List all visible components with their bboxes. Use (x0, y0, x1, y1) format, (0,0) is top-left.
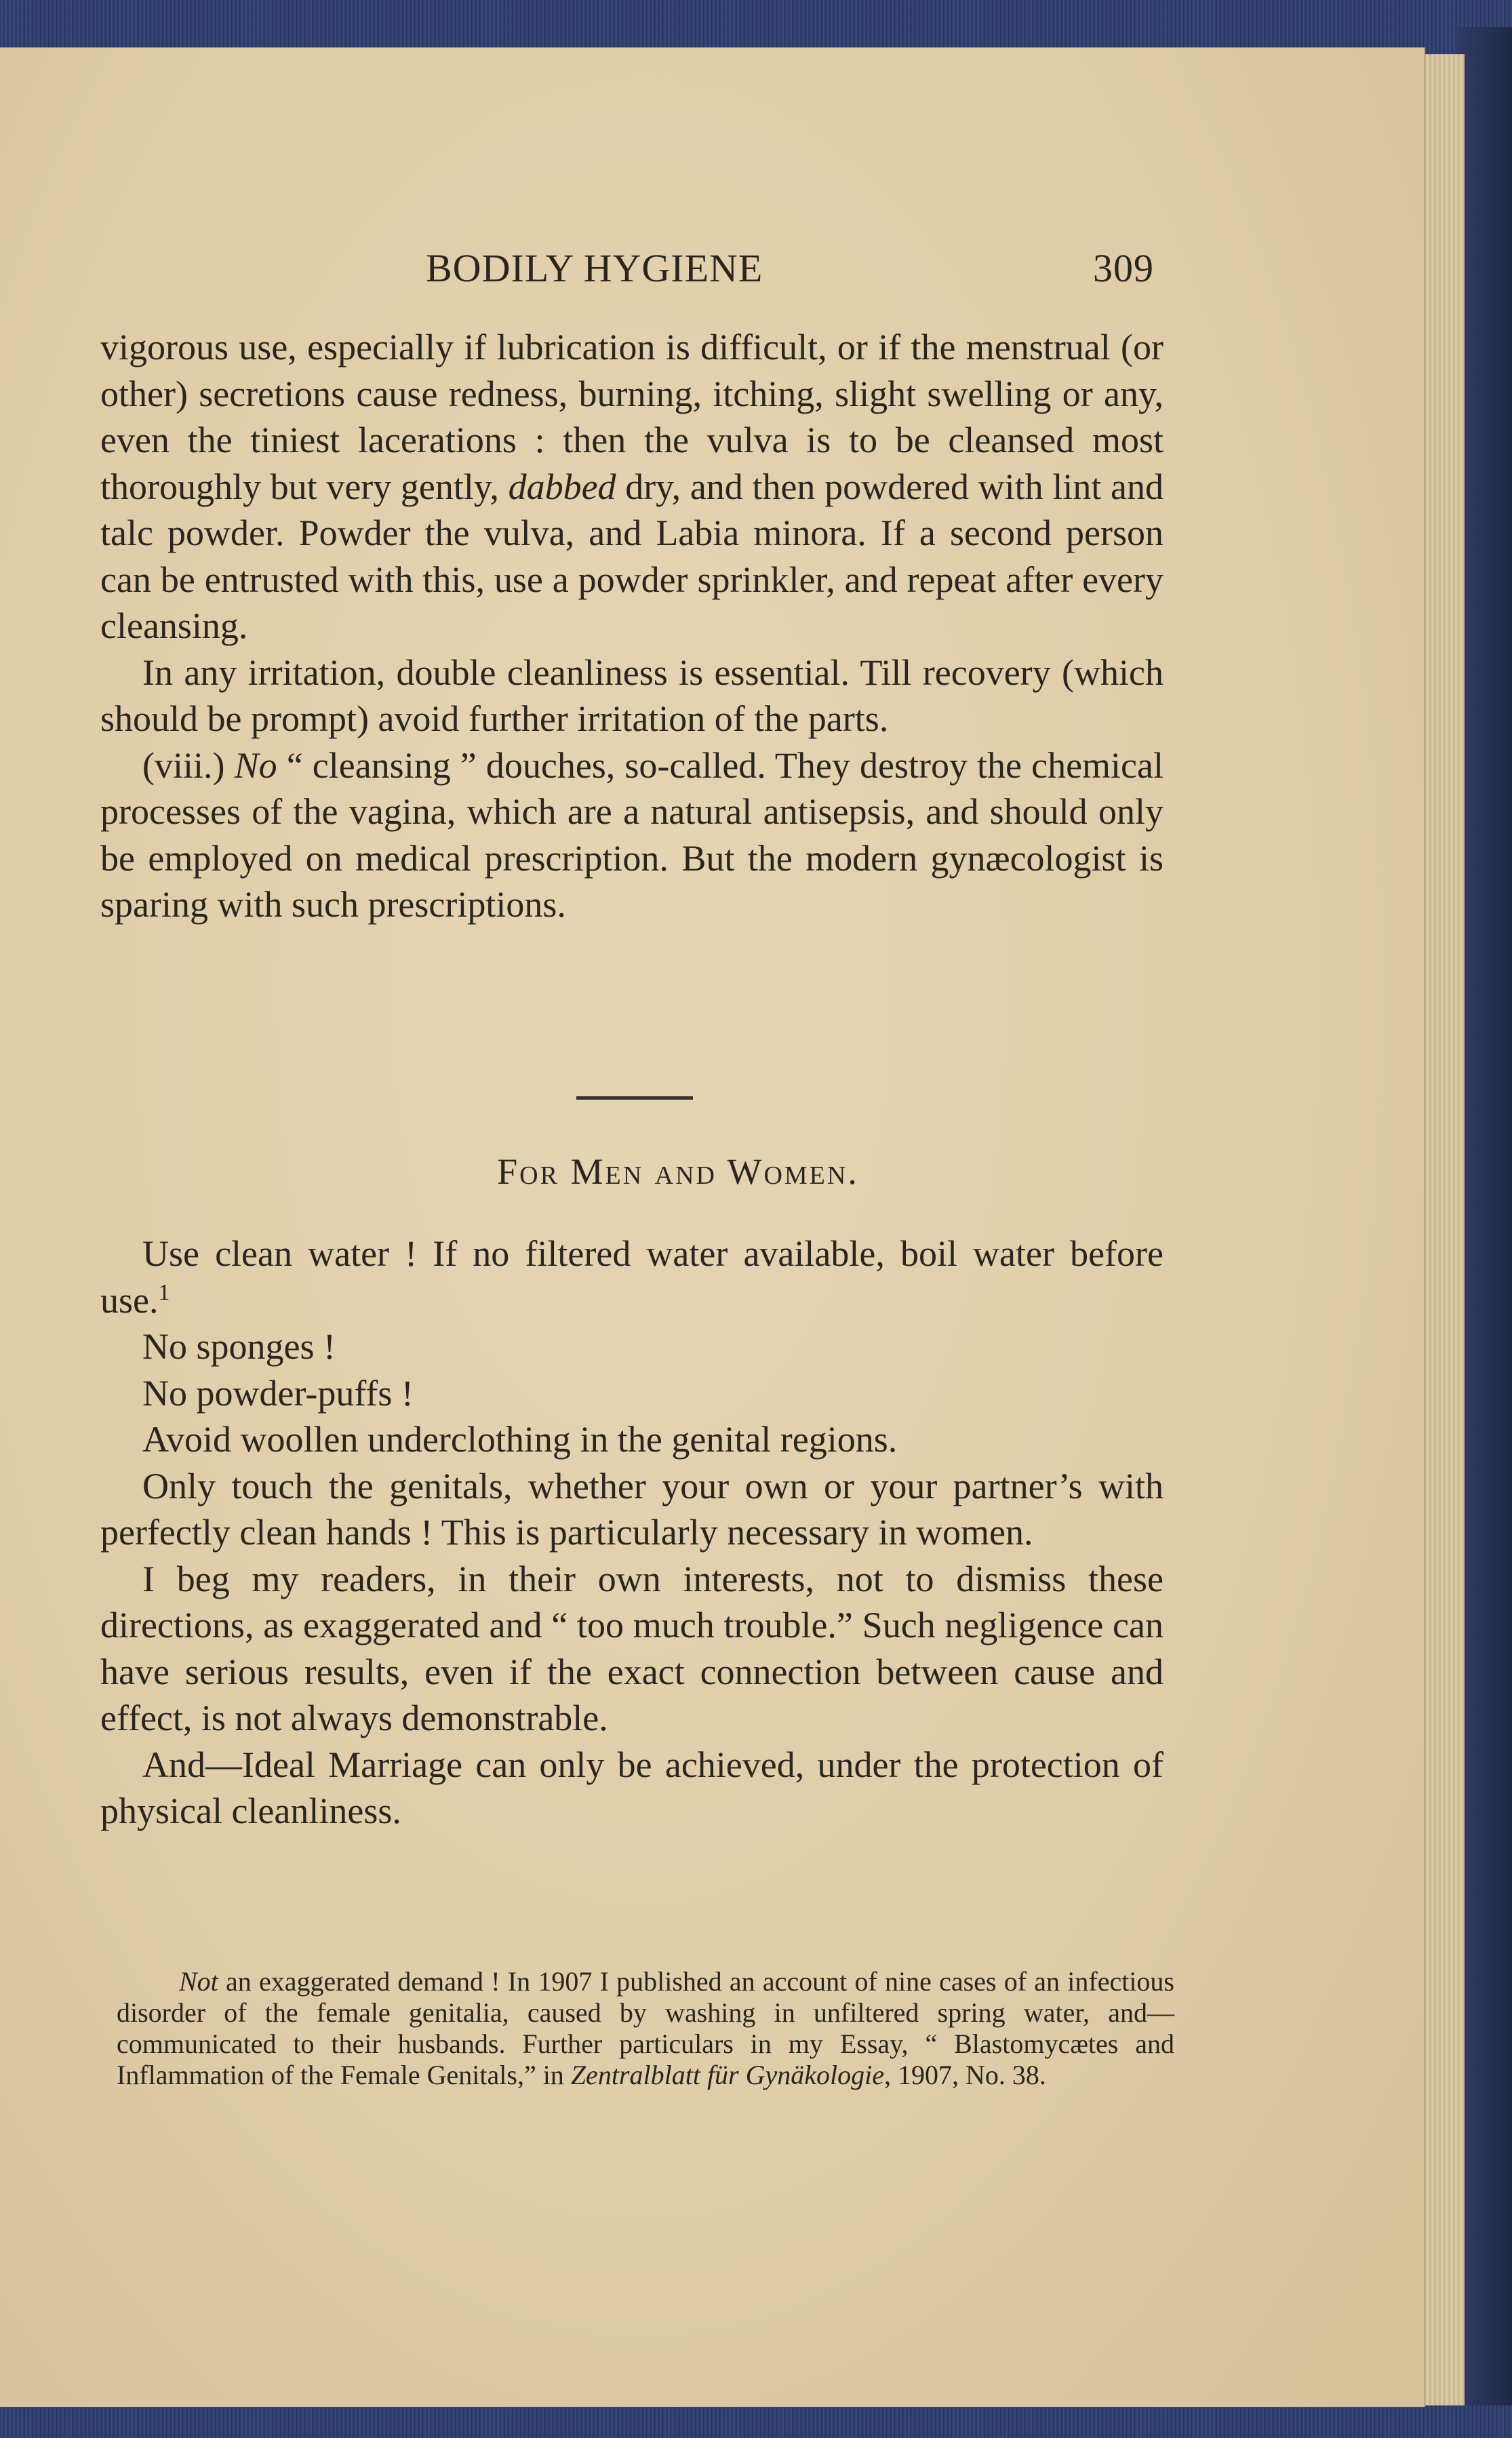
paragraph-clean-water (100, 1231, 1163, 1323)
top-text-block (100, 324, 1163, 928)
section-heading: For Men and Women. (497, 1151, 859, 1192)
footnote-journal: Zentralblatt für Gynäkologie (570, 2060, 884, 2090)
footnote-text: an exaggerated demand ! In 1907 I published an account of nine cases of an infectious disorder of the female genitalia, caused by washing in unfiltered spring water, and—communicated to their husbands. Further particulars in my Essay, “ Blastomycætes and Inflammation of the Female Genitals,” in (117, 1966, 1174, 2090)
paragraph-text: vigorous use, especially if lubrication is difficult, or if the menstrual (or other) secretions cause redness, burning, itching, slight swelling or any, even the tiniest lacerations : then the vulva is to be cleansed most thoroughly but very gently, (100, 327, 1163, 507)
cover-binding-bottom (0, 2405, 1512, 2438)
footnote (117, 1966, 1174, 2091)
footnote-emphasis: Not (179, 1966, 218, 1997)
running-header-title: BODILY HYGIENE (426, 246, 763, 290)
paragraph-conclusion: And—Ideal Marriage can only be achieved, under the protection of physical cleanliness. (100, 1744, 1163, 1831)
emphasis-text: dabbed (508, 466, 616, 507)
paragraph-text: dry, and then powdered with lint and talc powder. Powder the vulva, and Labia minora. If a second person can be entrusted with this, use a powder sprinkler, and repeat after every cleansing. (100, 466, 1163, 646)
paragraph-powder-puffs: No powder-puffs ! (142, 1372, 414, 1414)
section-divider (576, 1096, 693, 1100)
paragraph-continued (100, 324, 1163, 650)
paragraph-douches (100, 742, 1163, 928)
list-marker: (viii.) (142, 744, 235, 786)
paragraph-sponges: No sponges ! (142, 1326, 336, 1367)
paragraph-irritation: In any irritation, double cleanliness is essential. Till recovery (which should be prompt) avoid further irritation of the parts. (100, 652, 1163, 739)
section-text-block (100, 1231, 1163, 1835)
paragraph-text: Use clean water ! If no filtered water available, boil water before use. (100, 1233, 1163, 1321)
footnote-text: , 1907, No. 38. (884, 2060, 1046, 2090)
paragraph-text: “ cleansing ” douches, so-called. They destroy the chemical processes of the vagina, which are a natural antisepsis, and should only be employed on medical prescription. But the modern gynæcologist is sparing with such prescriptions. (100, 744, 1163, 925)
paragraph-clean-hands: Only touch the genitals, whether your own or your partner’s with perfectly clean hands ! This is particularly necessary in women. (100, 1465, 1163, 1553)
footnote-ref: 1 (158, 1279, 170, 1305)
paragraph-woollen: Avoid woollen underclothing in the genital regions. (142, 1419, 898, 1460)
emphasis-text: No (234, 744, 277, 786)
cover-binding-right (1458, 27, 1512, 2438)
paragraph-appeal: I beg my readers, in their own interests, not to dismiss these directions, as exaggerated and “ too much trouble.” Such negligence can have serious results, even if the exact connection between cause and effect, is not always demonstrable. (100, 1558, 1163, 1738)
page-number: 309 (1093, 246, 1154, 290)
